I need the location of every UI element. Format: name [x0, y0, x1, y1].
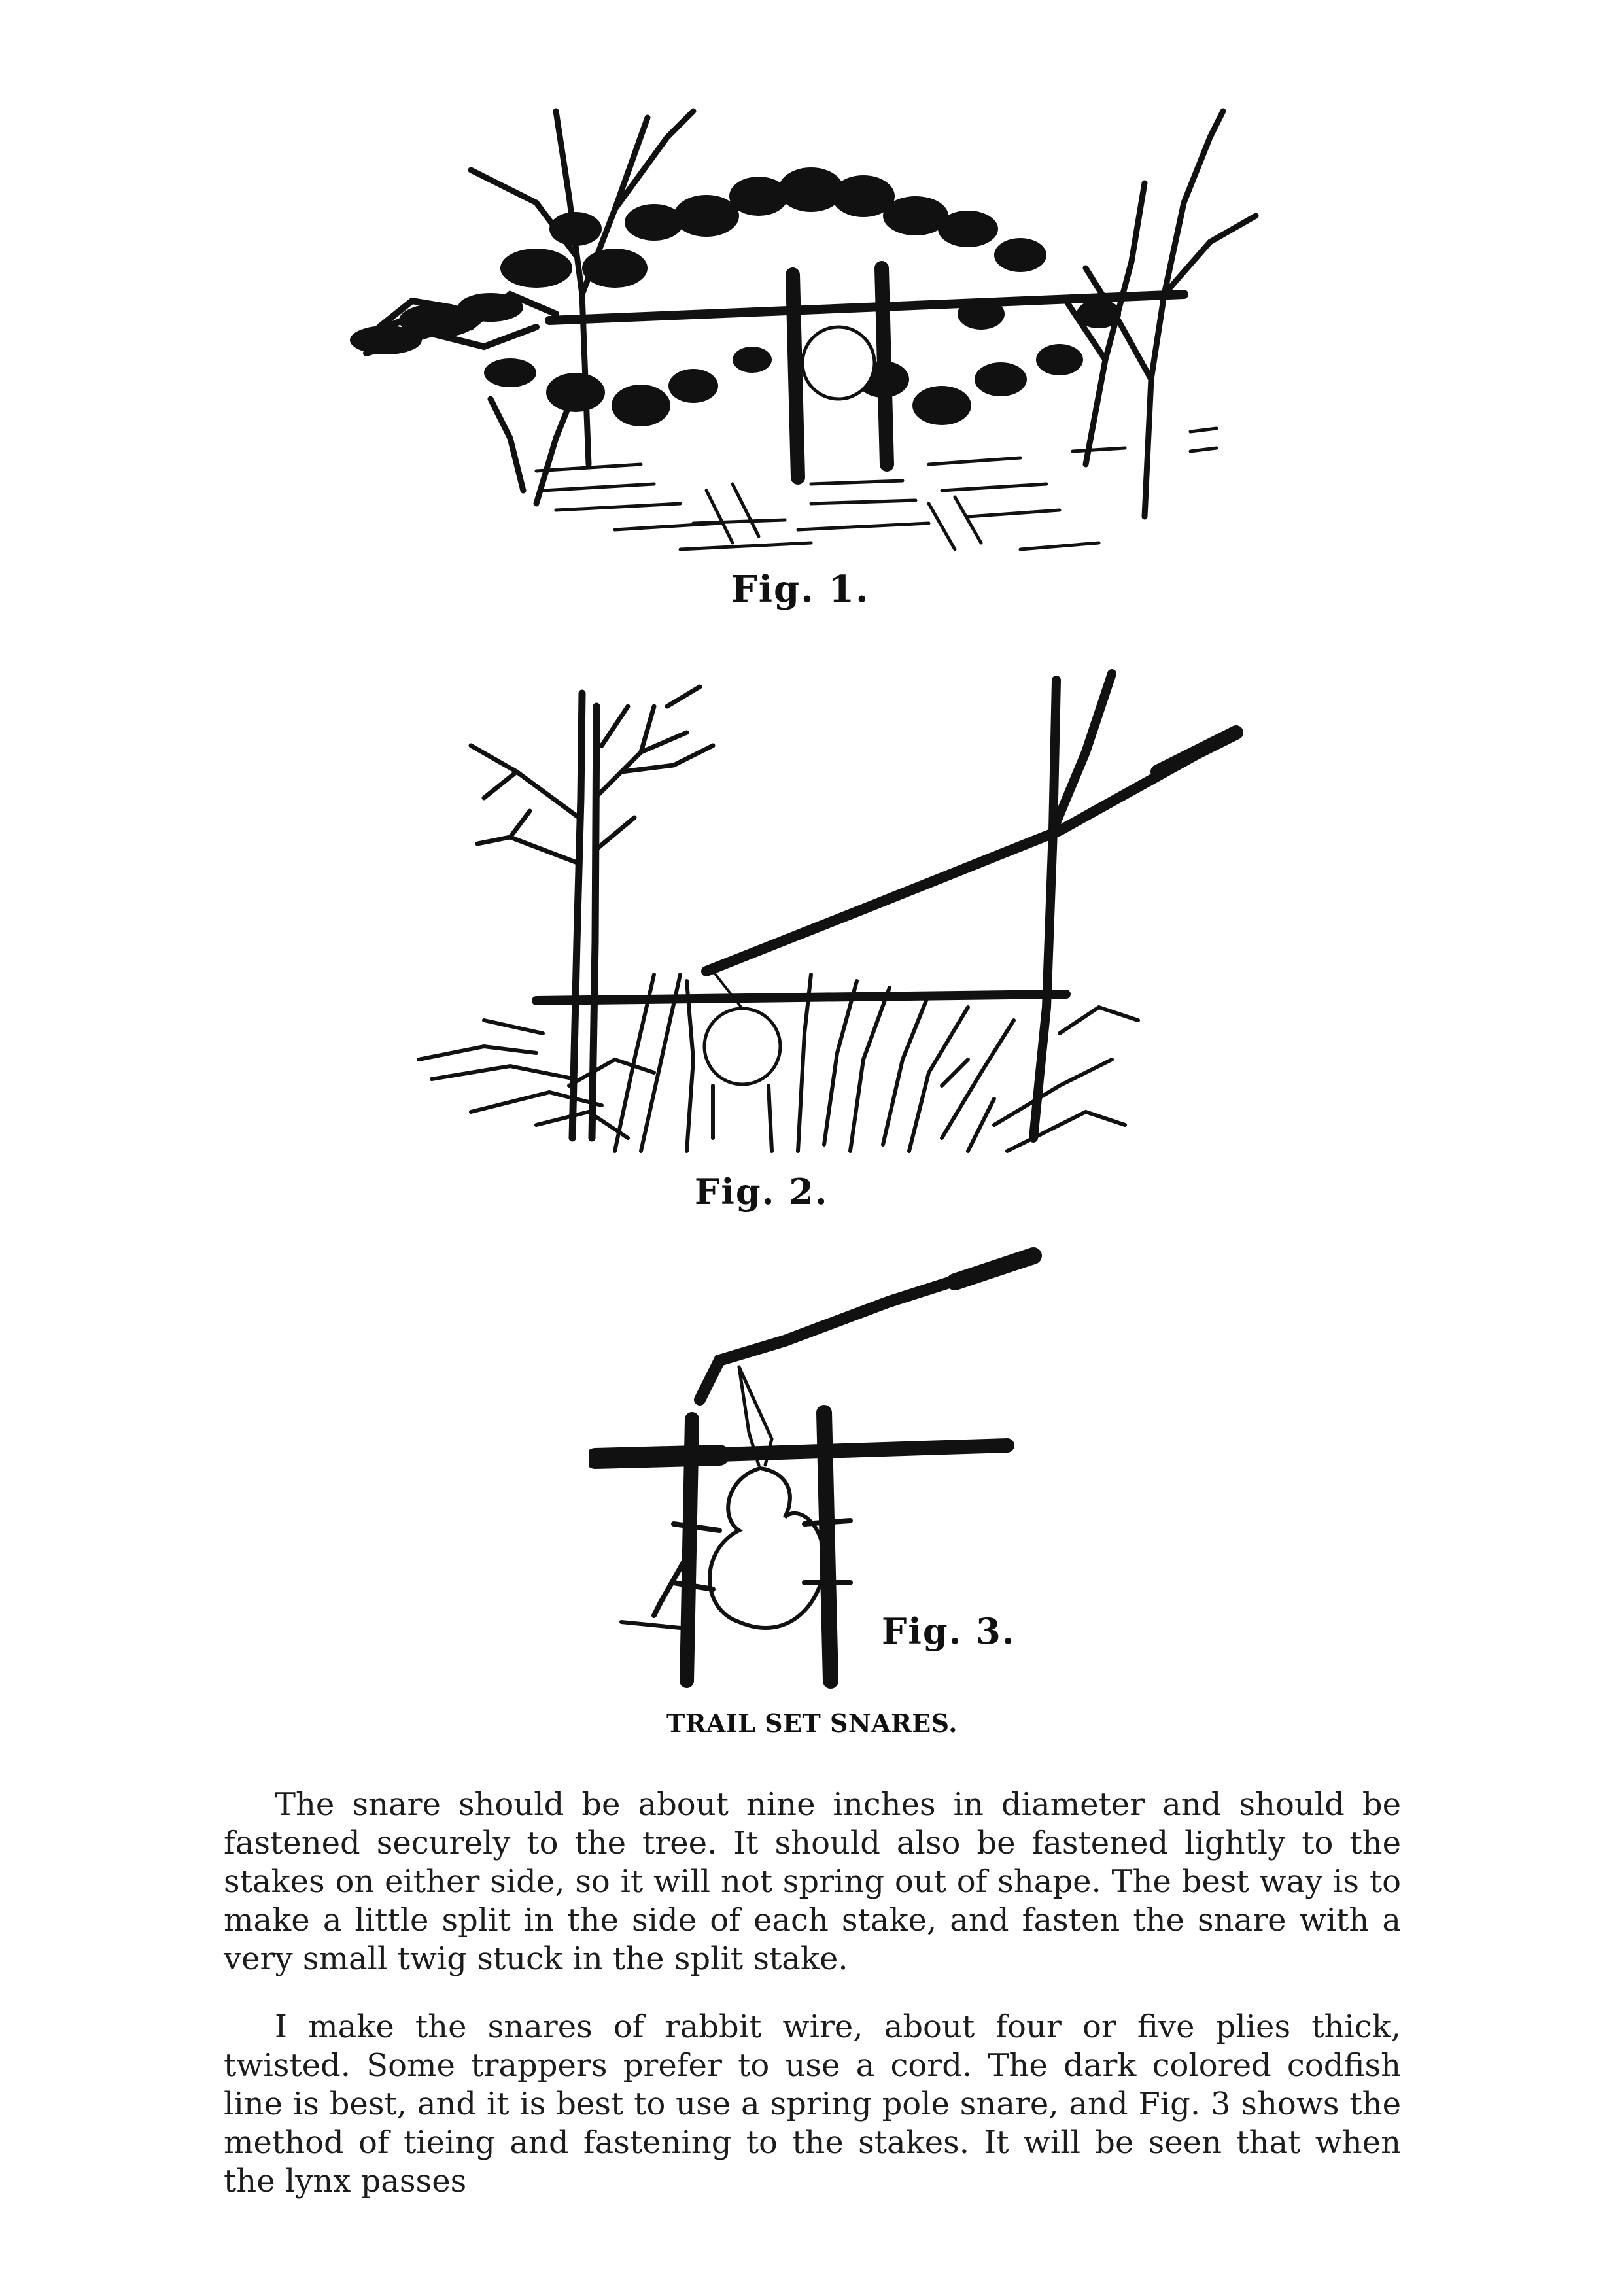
- figure-1-illustration: [340, 98, 1288, 569]
- plate-caption: TRAIL SET SNARES.: [666, 1708, 958, 1738]
- figure-1-label: Fig. 1.: [731, 568, 870, 611]
- figure-2-illustration: [406, 667, 1256, 1164]
- body-paragraph-1: The snare should be about nine inches in diameter and should be fastened securely to the tree. It should also be fastened lightly to the stakes on either side, so it will not spring out of shape. The best way is to make a little split in the side of each stake, and fasten the snare with a very small twig stuck in the split stake.: [224, 1786, 1401, 1977]
- figure-2-label: Fig. 2.: [695, 1171, 829, 1213]
- figure-3-label: Fig. 3.: [882, 1610, 1016, 1652]
- body-paragraph-2: I make the snares of rabbit wire, about four or five plies thick, twisted. Some trappers prefer to use a cord. The dark colored codfish line is best, and it is best to use a spring pole snare, and Fig. 3 shows the method of tieing and fastening to the stakes. It will be seen that when the lynx passes: [224, 2009, 1401, 2200]
